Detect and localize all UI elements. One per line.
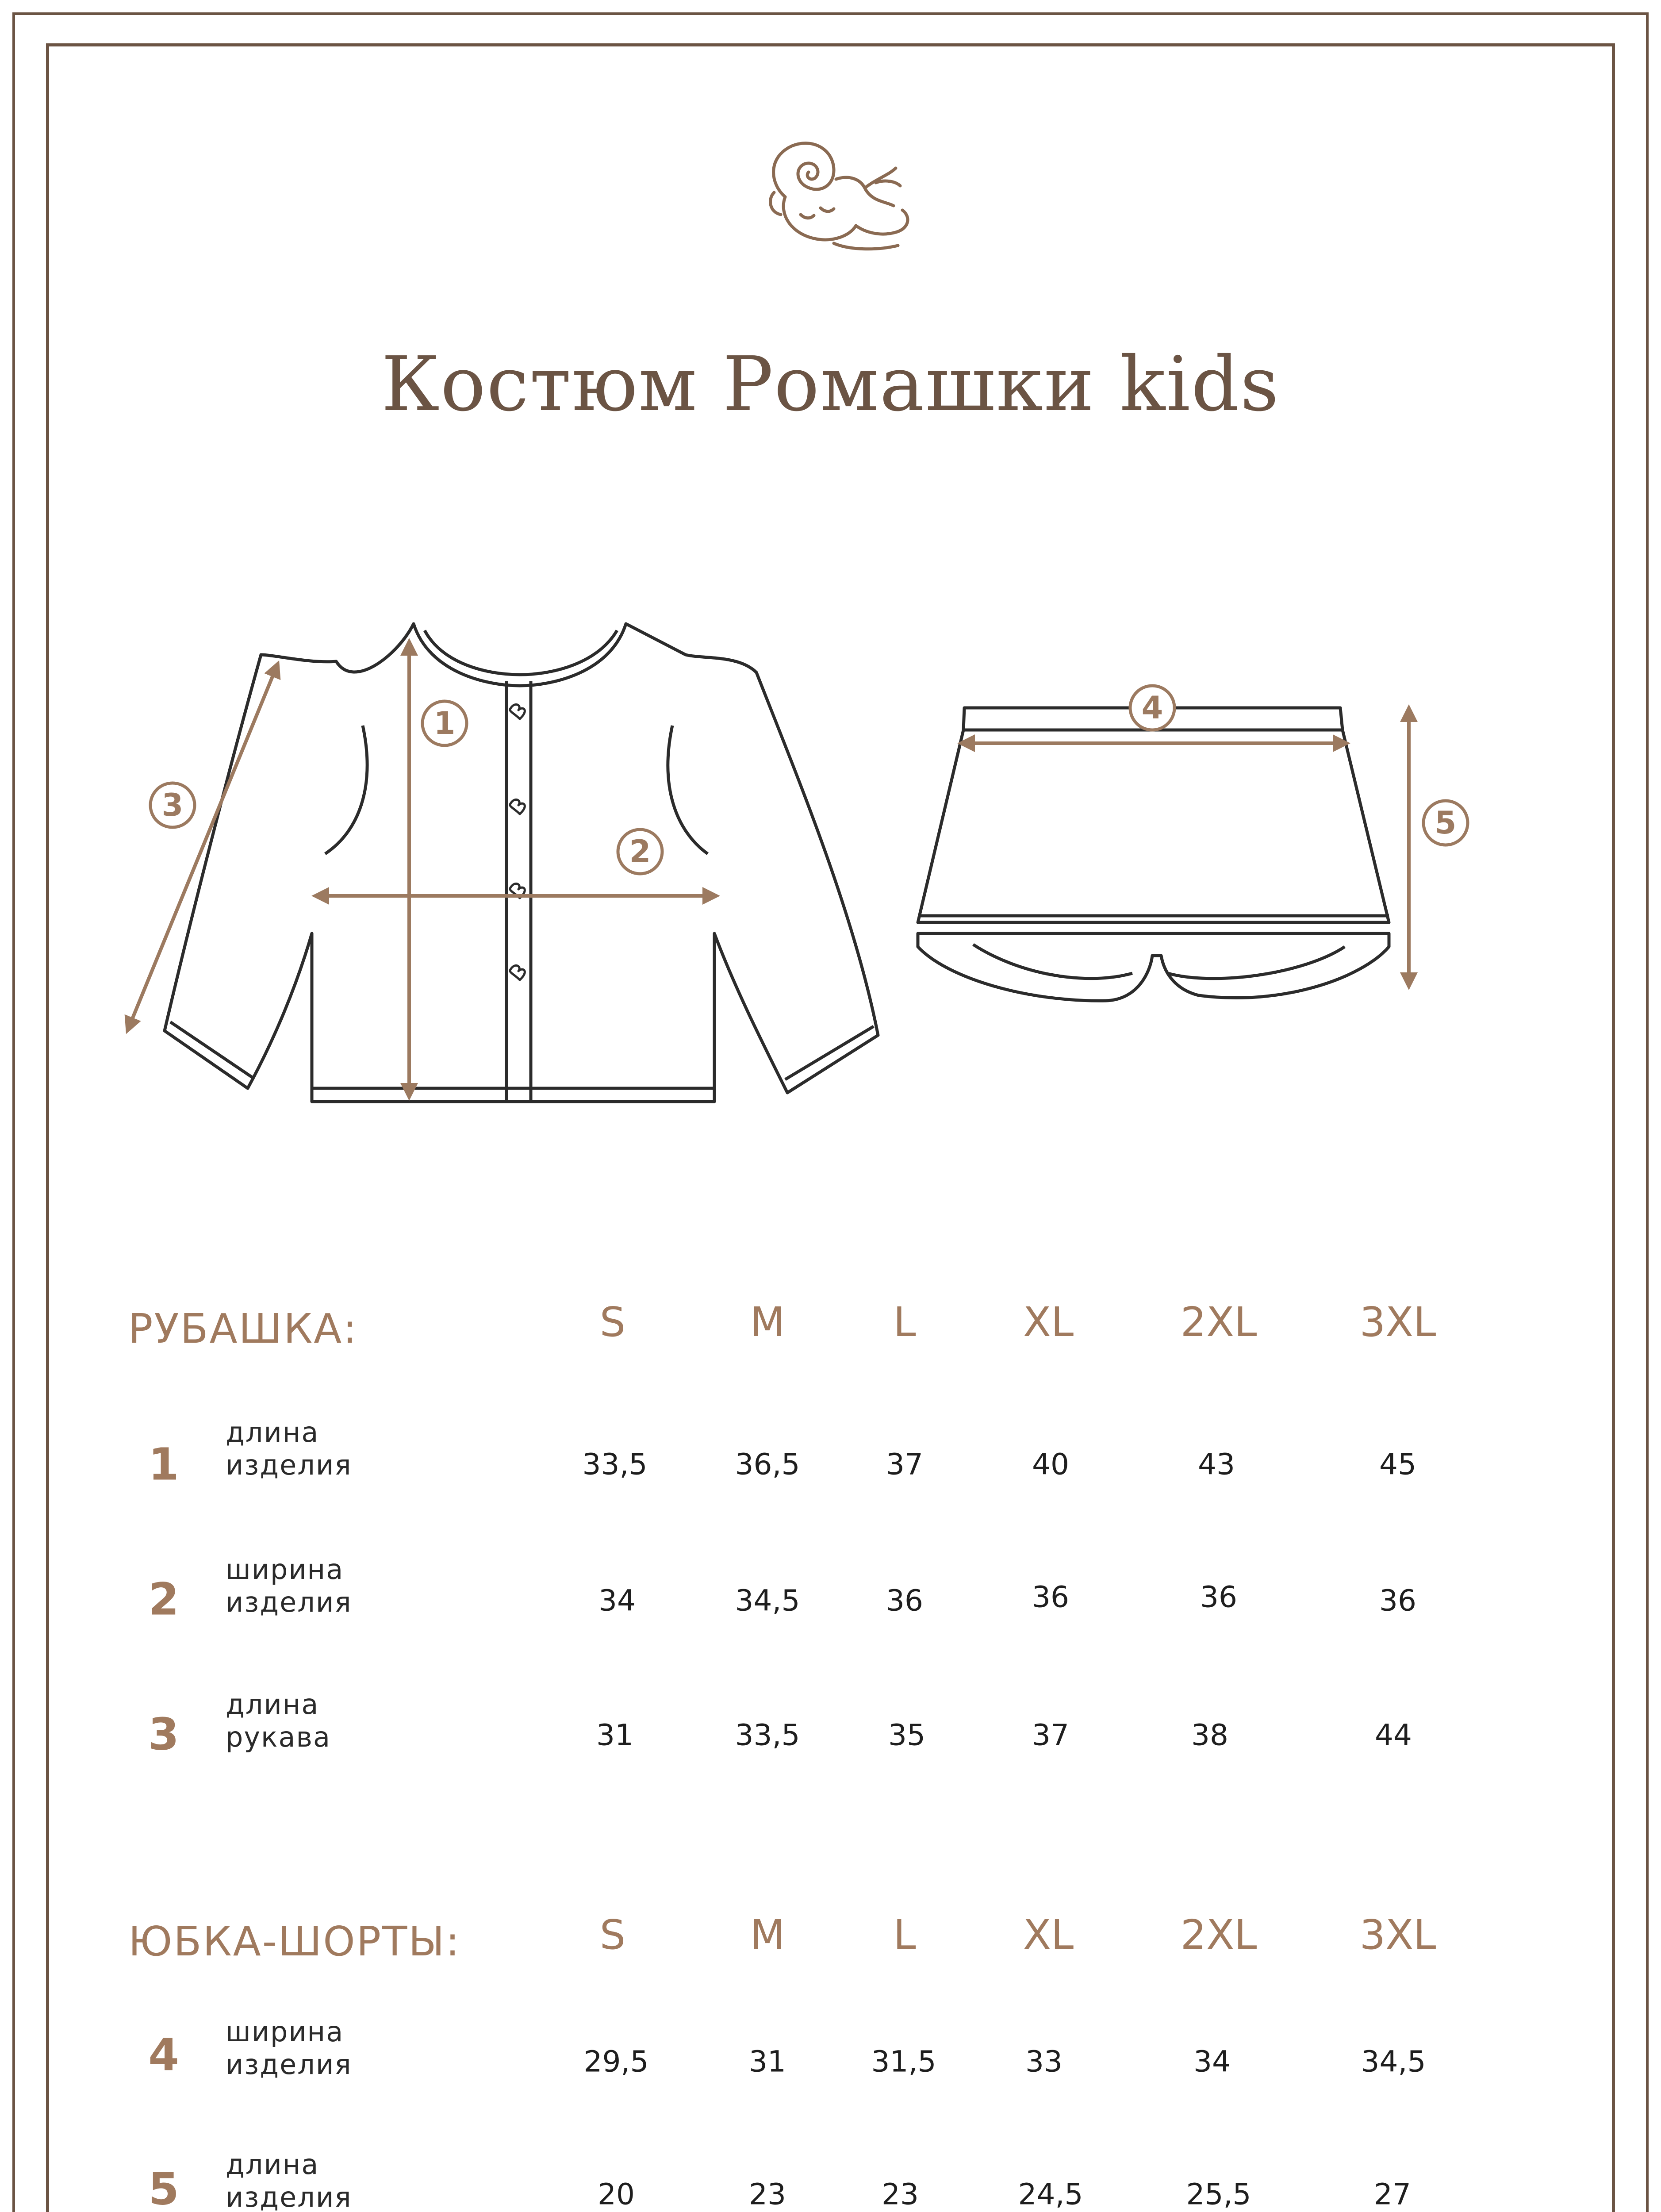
- table-cell: 23: [749, 2177, 786, 2212]
- table-cell: 36: [886, 1583, 923, 1618]
- shirt-size-header: XL: [1023, 1298, 1074, 1346]
- table-cell: 31: [596, 1718, 633, 1752]
- row-number: 1: [148, 1438, 179, 1490]
- table-cell: 35: [888, 1718, 925, 1752]
- row-label-line: изделия: [226, 1449, 352, 1481]
- skort-drawing: [918, 708, 1389, 1001]
- table-cell: 33,5: [582, 1447, 648, 1482]
- table-cell: 37: [886, 1447, 923, 1482]
- marker-2-label: 2: [629, 833, 651, 870]
- marker-5: [1423, 801, 1468, 845]
- shirt-size-header: L: [893, 1298, 916, 1346]
- table-cell: 33,5: [735, 1718, 800, 1752]
- row-label: [226, 1688, 331, 1754]
- table-cell: 23: [882, 2177, 919, 2212]
- table-cell: 40: [1032, 1447, 1069, 1482]
- table-cell: 33: [1025, 2044, 1063, 2079]
- skort-size-header: M: [750, 1911, 785, 1959]
- row-label-line: длина: [226, 2148, 319, 2181]
- table-cell: 34,5: [735, 1583, 800, 1618]
- row-number: 3: [148, 1708, 179, 1760]
- row-label: [226, 2016, 352, 2081]
- skort-size-header: XL: [1023, 1911, 1074, 1959]
- marker-3: [150, 783, 195, 827]
- shirt-size-header: M: [750, 1298, 785, 1346]
- table-cell: 44: [1375, 1718, 1412, 1752]
- table-cell: 31: [749, 2044, 786, 2079]
- marker-4: [1130, 686, 1174, 730]
- table-cell: 27: [1374, 2177, 1411, 2212]
- table-cell: 43: [1198, 1447, 1235, 1482]
- table-cell: 29,5: [583, 2044, 649, 2079]
- table-cell: 36: [1032, 1580, 1069, 1614]
- table-cell: 45: [1379, 1447, 1416, 1482]
- marker-5-label: 5: [1435, 805, 1457, 841]
- row-label: [226, 1553, 352, 1619]
- row-label-line: ширина: [226, 2016, 344, 2048]
- table-cell: 20: [598, 2177, 635, 2212]
- row-label-line: изделия: [226, 1586, 352, 1618]
- table-cell: 36,5: [735, 1447, 800, 1482]
- row-label: [226, 2148, 352, 2212]
- table-cell: 34,5: [1361, 2044, 1426, 2079]
- table-cell: 24,5: [1018, 2177, 1083, 2212]
- row-label: [226, 1416, 352, 1482]
- table-cell: 31,5: [871, 2044, 936, 2079]
- row-label-line: изделия: [226, 2181, 352, 2212]
- row-label-line: длина: [226, 1688, 319, 1720]
- row-label-line: ширина: [226, 1553, 344, 1586]
- table-cell: 36: [1200, 1580, 1237, 1614]
- marker-4-label: 4: [1141, 690, 1163, 726]
- table-cell: 37: [1032, 1718, 1069, 1752]
- skort-size-header: L: [893, 1911, 916, 1959]
- marker-1: [422, 701, 467, 745]
- skort-section-title: ЮБКА-ШОРТЫ:: [128, 1918, 461, 1965]
- table-cell: 38: [1191, 1718, 1228, 1752]
- table-cell: 34: [1193, 2044, 1231, 2079]
- row-number: 5: [148, 2163, 179, 2212]
- table-cell: 25,5: [1186, 2177, 1251, 2212]
- skort-size-header: 2XL: [1180, 1911, 1257, 1959]
- shirt-size-header: 2XL: [1180, 1298, 1257, 1346]
- skort-size-header: S: [599, 1911, 626, 1959]
- shirt-drawing: [165, 624, 878, 1102]
- shirt-size-header: S: [599, 1298, 626, 1346]
- marker-2: [618, 830, 662, 874]
- row-label-line: длина: [226, 1416, 319, 1448]
- row-label-line: изделия: [226, 2048, 352, 2081]
- shirt-section-title: РУБАШКА:: [128, 1305, 358, 1352]
- skort-size-header: 3XL: [1359, 1911, 1436, 1959]
- shirt-size-header: 3XL: [1359, 1298, 1436, 1346]
- row-number: 4: [148, 2029, 179, 2081]
- page-title: Костюм Ромашки kids: [381, 341, 1280, 428]
- table-cell: 36: [1379, 1583, 1416, 1618]
- row-label-line: рукава: [226, 1721, 331, 1753]
- marker-3-label: 3: [161, 787, 184, 823]
- row-number: 2: [148, 1573, 179, 1625]
- marker-1-label: 1: [433, 705, 456, 741]
- table-cell: 34: [598, 1583, 636, 1618]
